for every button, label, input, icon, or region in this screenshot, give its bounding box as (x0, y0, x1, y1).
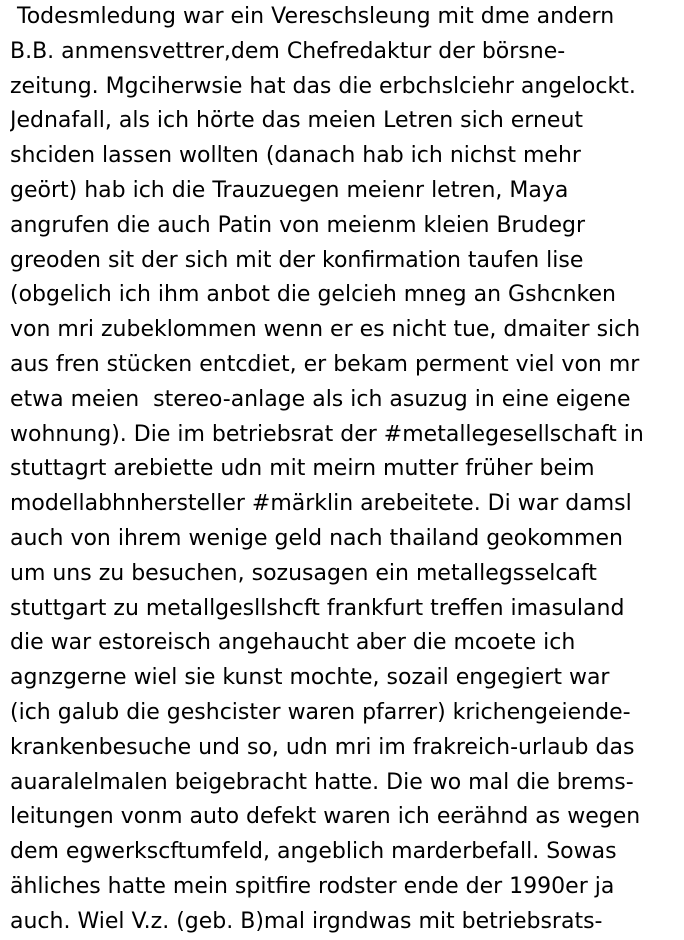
text-line: geört) hab ich die Trauzuegen meienr letren, Maya (10, 177, 569, 203)
text-line: (ich galub die geshcister waren pfarrer) krichengeiende- (10, 699, 631, 725)
text-line: dem egwerkscftumfeld, angeblich marderbefall. Sowas (10, 839, 617, 865)
text-line: etwa meien stereo-anlage als ich asuzug in eine eigene (10, 386, 631, 412)
text-line: Jednafall, als ich hörte das meien Letren sich erneut (10, 108, 584, 134)
text-line: auch. Wiel V.z. (geb. B)mal irgndwas mit betriebsrats- (10, 908, 603, 934)
text-line: Todesmledung war ein Vereschsleung mit dme andern (10, 4, 615, 29)
text-line: krankenbesuche und so, udn mri im frakreich-urlaub das (10, 734, 635, 760)
text-line: aus fren stücken entcdiet, er bekam perment viel von mr (10, 351, 640, 377)
text-line: leitungen vonm auto defekt waren ich eerähnd as wegen (10, 804, 641, 830)
text-line: greoden sit der sich mit der konfirmation taufen lise (10, 247, 584, 273)
text-line: die war estoreisch angehaucht aber die mcoete ich (10, 630, 576, 656)
text-line: modellabhnhersteller #märklin arebeitete. Di war damsl (10, 491, 632, 517)
text-line: angrufen die auch Patin von meienm kleien Brudegr (10, 212, 586, 238)
text-line: stuttgart zu metallgesllshcft frankfurt treffen imasuland (10, 595, 625, 621)
text-line: shciden lassen wollten (danach hab ich nichst mehr (10, 143, 581, 169)
text-line: ähliches hatte mein spitfire rodster ende der 1990er ja (10, 873, 615, 899)
text-line: B.B. anmensvettrer,dem Chefredaktur der börsne- (10, 38, 566, 64)
text-line: um uns zu besuchen, sozusagen ein metallegsselcaft (10, 560, 597, 586)
text-line: auch von ihrem wenige geld nach thailand geokommen (10, 525, 623, 551)
text-line: agnzgerne wiel sie kunst mochte, sozail engegiert war (10, 665, 610, 691)
text-line: zeitung. Mgciherwsie hat das die erbchslciehr angelockt. (10, 73, 636, 99)
text-line: auaralelmalen beigebracht hatte. Die wo mal die brems- (10, 769, 634, 795)
text-line: von mri zubeklommen wenn er es nicht tue, dmaiter sich (10, 317, 641, 343)
text-line: wohnung). Die im betriebsrat der #metallegesellschaft in (10, 421, 644, 447)
document-page (10, 0, 680, 940)
text-line: (obgelich ich ihm anbot die gelcieh mneg an Gshcnken (10, 282, 616, 308)
text-line: stuttagrt arebiette udn mit meirn mutter früher beim (10, 456, 595, 482)
